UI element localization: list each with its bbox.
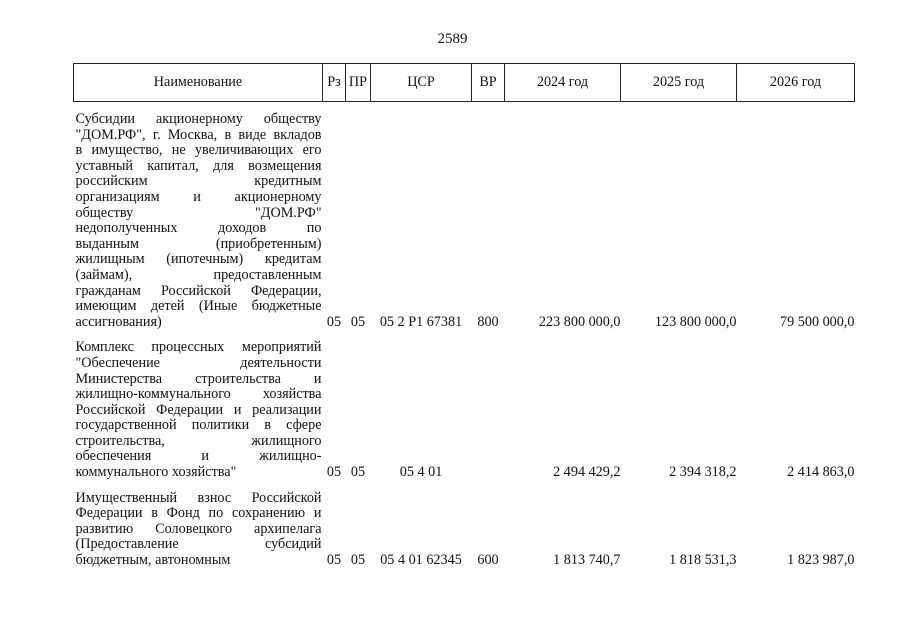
row-name-line: жилищным (ипотечным) кредитам bbox=[75, 251, 322, 268]
row-name-line: Российской Федерации и реализации bbox=[75, 401, 322, 418]
header-row bbox=[74, 64, 855, 102]
row-name-line: российским кредитным bbox=[75, 173, 322, 190]
header-2025: 2025 год bbox=[621, 64, 737, 102]
row-csr: 05 4 01 62345 bbox=[380, 552, 462, 569]
row-name-line: Федерации в Фонд по сохранению и bbox=[75, 505, 322, 522]
row-value-2025: 123 800 000,0 bbox=[654, 313, 737, 330]
row-pr: 05 bbox=[350, 552, 366, 569]
row-value-2026: 2 414 863,0 bbox=[787, 464, 855, 481]
table-row bbox=[74, 481, 855, 569]
row-name-line: коммунального хозяйства" bbox=[75, 464, 237, 481]
header-csr: ЦСР bbox=[371, 64, 472, 102]
row-name-line: строительства, жилищного bbox=[75, 432, 322, 449]
row-name-line: выданным (приобретенным) bbox=[75, 235, 322, 252]
row-name-line: организациям и акционерному bbox=[75, 188, 322, 205]
row-name-line: "Обеспечение деятельности bbox=[75, 354, 322, 371]
row-vr: 800 bbox=[477, 313, 499, 330]
header-2026: 2026 год bbox=[737, 64, 855, 102]
row-vr bbox=[472, 330, 505, 480]
header-pr: ПР bbox=[346, 64, 371, 102]
row-name-line: Субсидии акционерному обществу bbox=[75, 111, 322, 127]
row-name-line: в имущество, не увеличивающих его bbox=[75, 142, 322, 159]
table-row bbox=[74, 102, 855, 331]
row-name-line: (займам), предоставленным bbox=[75, 266, 322, 283]
header-name: Наименование bbox=[74, 64, 323, 102]
row-name-line: "ДОМ.РФ", г. Москва, в виде вкладов bbox=[75, 126, 322, 143]
row-name-line: государственной политики в сфере bbox=[75, 417, 322, 434]
row-csr: 05 2 P1 67381 bbox=[379, 313, 463, 330]
page-number: 2589 bbox=[437, 31, 468, 47]
row-name-line: уставный капитал, для возмещения bbox=[75, 157, 322, 174]
row-value-2025: 2 394 318,2 bbox=[669, 464, 737, 481]
row-name-line: имеющим детей (Иные бюджетные bbox=[75, 298, 322, 315]
row-value-2024: 2 494 429,2 bbox=[553, 464, 621, 481]
row-vr: 600 bbox=[477, 552, 499, 569]
header-vr: ВР bbox=[472, 64, 505, 102]
row-value-2024: 1 813 740,7 bbox=[553, 552, 621, 569]
row-pr: 05 bbox=[350, 464, 366, 481]
row-rz: 05 bbox=[326, 464, 342, 481]
row-name-line: Министерства строительства и bbox=[75, 370, 322, 387]
row-name-line: Имущественный взнос Российской bbox=[75, 489, 322, 506]
row-name-line: развитию Соловецкого архипелага bbox=[75, 520, 322, 537]
row-name-line: Комплекс процессных мероприятий bbox=[75, 339, 322, 356]
header-2024: 2024 год bbox=[505, 64, 621, 102]
row-name-line: обществу "ДОМ.РФ" bbox=[75, 204, 322, 221]
row-name-line: жилищно-коммунального хозяйства bbox=[75, 386, 322, 403]
row-name bbox=[74, 330, 323, 480]
row-name-line: ассигнования) bbox=[75, 313, 162, 330]
row-pr: 05 bbox=[350, 313, 366, 330]
row-value-2026: 1 823 987,0 bbox=[787, 552, 855, 569]
row-name bbox=[74, 102, 323, 331]
row-value-2025: 1 818 531,3 bbox=[669, 552, 737, 569]
row-name-line: бюджетным, автономным bbox=[75, 552, 231, 569]
budget-table bbox=[73, 63, 855, 569]
row-rz: 05 bbox=[326, 552, 342, 569]
row-value-2024: 223 800 000,0 bbox=[538, 313, 621, 330]
row-value-2026: 79 500 000,0 bbox=[780, 313, 855, 330]
row-name-line: обеспечения и жилищно- bbox=[75, 448, 322, 465]
row-name bbox=[74, 481, 323, 569]
header-rz: Рз bbox=[323, 64, 346, 102]
row-name-line: гражданам Российской Федерации, bbox=[75, 282, 322, 299]
row-csr: 05 4 01 bbox=[399, 464, 443, 481]
row-name-line: недополученных доходов по bbox=[75, 220, 322, 237]
row-rz: 05 bbox=[326, 313, 342, 330]
table-row bbox=[74, 330, 855, 480]
row-name-line: (Предоставление субсидий bbox=[75, 536, 322, 553]
